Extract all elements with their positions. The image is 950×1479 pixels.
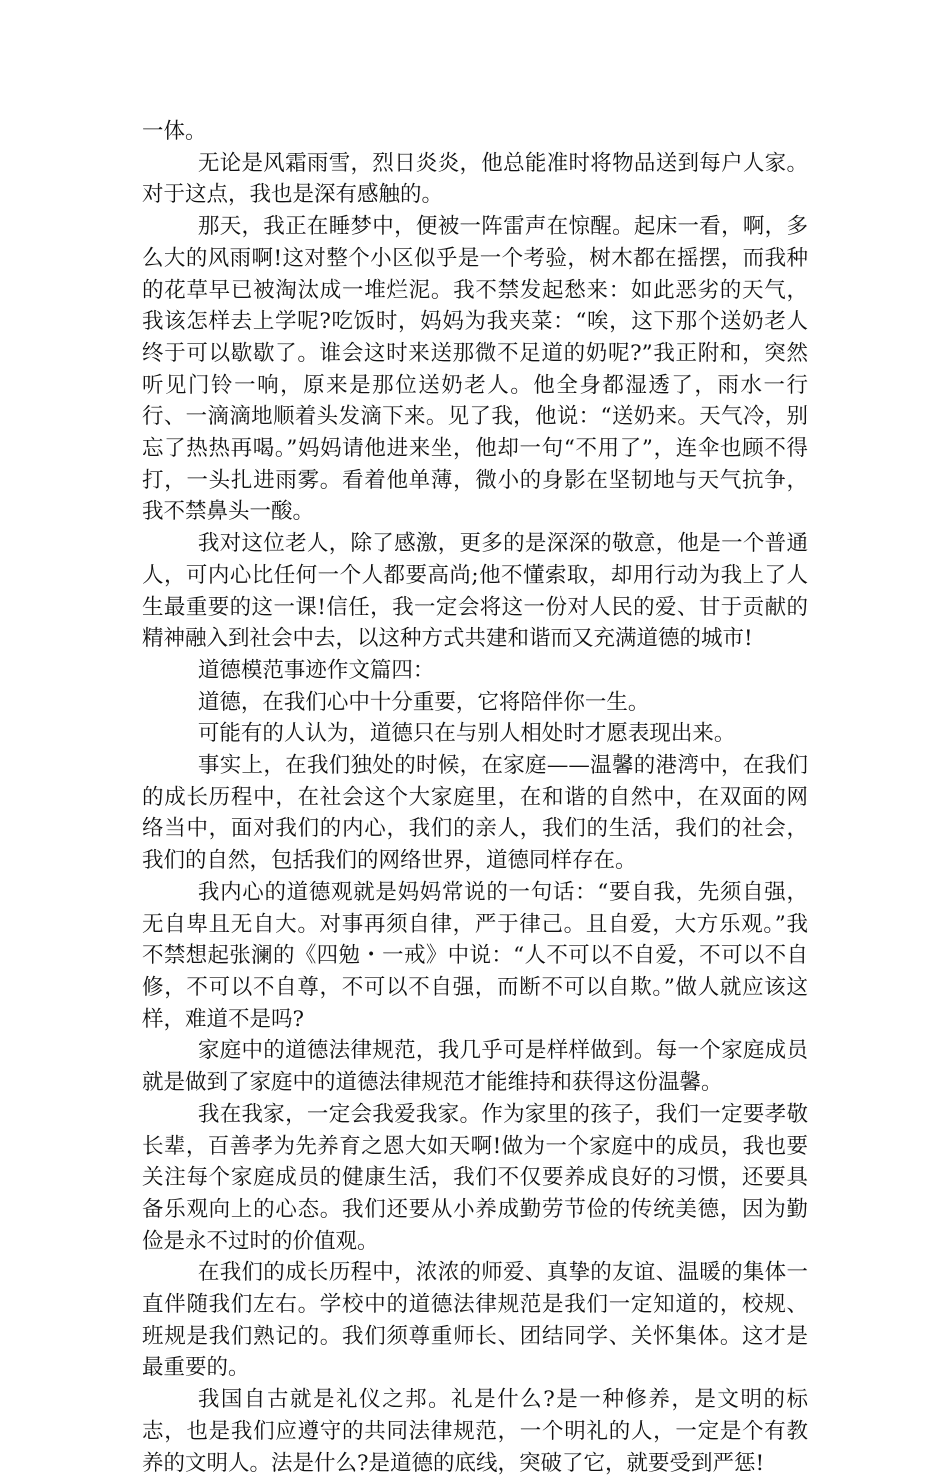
paragraph: 无论是风霜雨雪，烈日炎炎，他总能准时将物品送到每户人家。对于这点，我也是深有感触的。 <box>142 150 808 208</box>
paragraph: 可能有的人认为，道德只在与别人相处时才愿表现出来。 <box>197 721 736 747</box>
paragraph: 在我们的成长历程中，浓浓的师爱、真挚的友谊、温暖的集体一直伴随我们左右。学校中的道德法律规范是我们一定知道的，校规、班规是我们熟记的。我们须尊重师长、团结同学、关怀集体。这才是最重要的。 <box>142 1260 808 1381</box>
paragraph: 那天，我正在睡梦中，便被一阵雷声在惊醒。起床一看，啊，多么大的风雨啊!这对整个小区似乎是一个考验，树木都在摇摆，而我种的花草早已被淘汰成一堆烂泥。我不禁发起愁来：如此恶劣的天气，我该怎样去上学呢?吃饭时，妈妈为我夹菜：“唉，这下那个送奶老人终于可以歇歇了。谁会这时来送那微不足道的奶呢?”我正附和，突然听见门铃一响，原来是那位送奶老人。他全身都湿透了，雨水一行行、一滴滴地顺着头发滴下来。见了我，他说：“送奶来。天气冷，别忘了热热再喝。”妈妈请他进来坐，他却一句“不用了”，连伞也顾不得打，一头扎进雨雾。看着他单薄，微小的身影在坚韧地与天气抗争，我不禁鼻头一酸。 <box>142 214 808 525</box>
paragraph: 道德，在我们心中十分重要，它将陪伴你一生。 <box>197 689 650 715</box>
paragraph: 我对这位老人，除了感激，更多的是深深的敬意，他是一个普通人，可内心比任何一个人都要高尚;他不懂索取，却用行动为我上了人生最重要的这一课!信任，我一定会将这一份对人民的爱、甘于贡献的精神融入到社会中去，以这种方式共建和谐而又充满道德的城市! <box>142 531 808 652</box>
paragraph: 我国自古就是礼仪之邦。礼是什么?是一种修养，是文明的标志，也是我们应遵守的共同法律规范，一个明礼的人，一定是个有教养的文明人。法是什么?是道德的底线，突破了它，就要受到严惩! <box>142 1387 808 1476</box>
paragraph: 家庭中的道德法律规范，我几乎可是样样做到。每一个家庭成员就是做到了家庭中的道德法律规范才能维持和获得这份温馨。 <box>142 1038 808 1096</box>
paragraph: 我内心的道德观就是妈妈常说的一句话：“要自我，先须自强，无自卑且无自大。对事再须自律，严于律己。且自爱，大方乐观。”我不禁想起张澜的《四勉・一戒》中说：“人不可以不自爱，不可以不自修，不可以不自尊，不可以不自强，而断不可以自欺。”做人就应该这样，难道不是吗? <box>142 879 808 1032</box>
paragraph: 我在我家，一定会我爱我家。作为家里的孩子，我们一定要孝敬长辈，百善孝为先养育之恩大如天啊!做为一个家庭中的成员，我也要关注每个家庭成员的健康生活，我们不仅要养成良好的习惯，还要具备乐观向上的心态。我们还要从小养成勤劳节俭的传统美德，因为勤俭是永不过时的价值观。 <box>142 1101 808 1254</box>
section-heading: 道德模范事迹作文篇四： <box>197 657 435 683</box>
paragraph-continuation: 一体。 <box>142 119 207 144</box>
paragraph: 事实上，在我们独处的时候，在家庭——温馨的港湾中，在我们的成长历程中，在社会这个大家庭里，在和谐的自然中，在双面的网络当中，面对我们的内心，我们的亲人，我们的生活，我们的社会，我们的自然，包括我们的网络世界，道德同样存在。 <box>142 753 808 874</box>
document-page <box>142 116 808 1479</box>
